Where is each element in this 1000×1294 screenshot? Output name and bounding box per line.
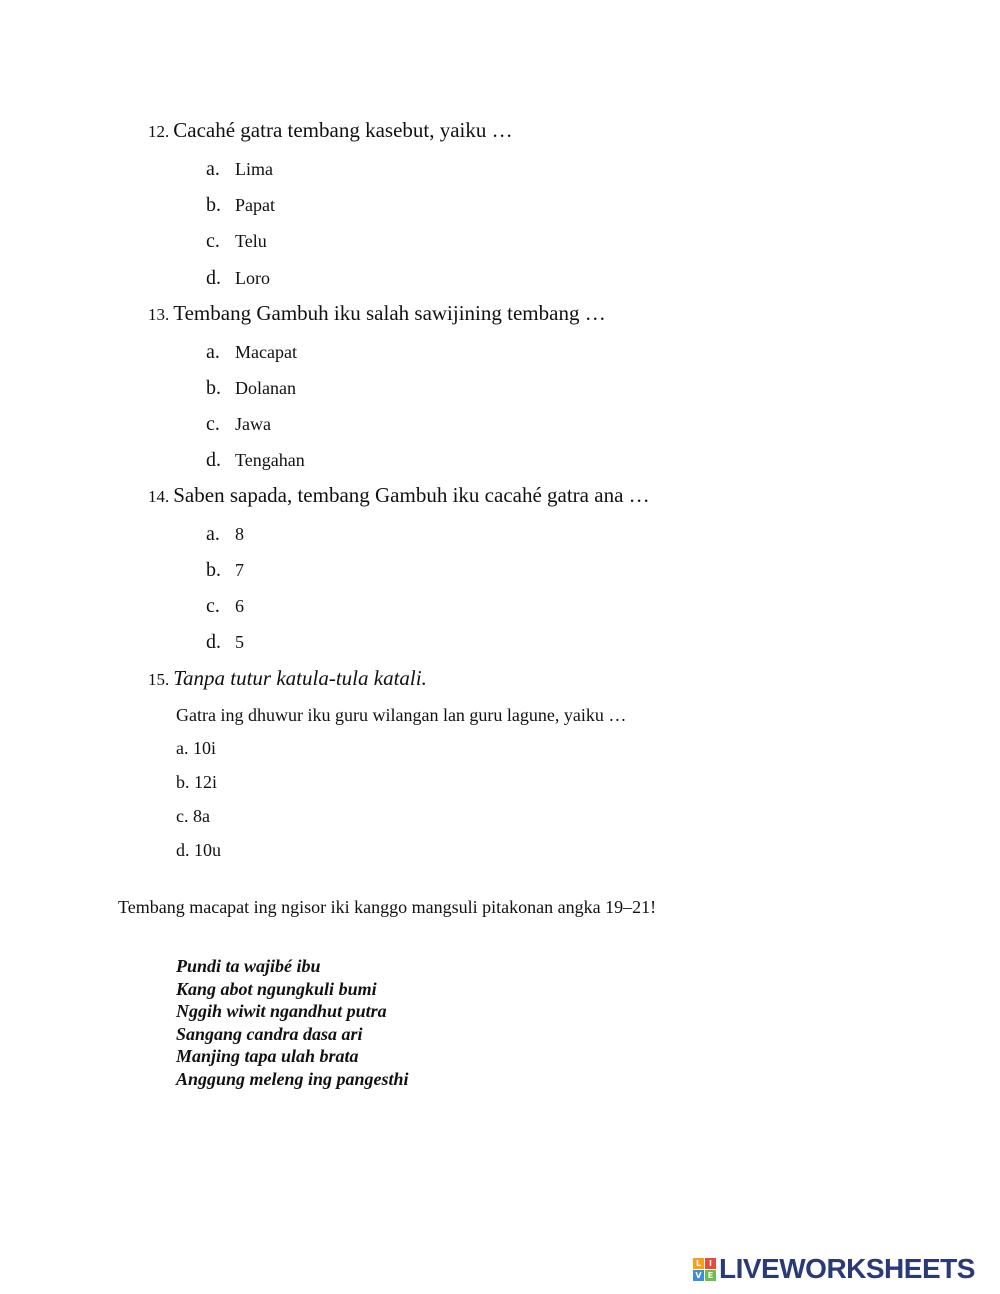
option-letter: c. [206,230,220,252]
option-value: Papat [235,195,275,215]
poem [176,955,409,1090]
question-text: Tembang Gambuh iku salah sawijining tembang … [173,301,606,325]
liveworksheets-logo-icon [693,1258,716,1281]
option-letter: d. [206,631,221,653]
poem-line: Pundi ta wajibé ibu [176,956,321,976]
q14-option-c[interactable] [206,595,244,618]
instruction-text: Tembang macapat ing ngisor iki kanggo mangsuli pitakonan angka 19–21! [118,897,657,917]
option-value: 8 [235,524,244,544]
q12-option-b[interactable] [206,194,275,217]
logo-tile: E [705,1270,716,1281]
question-number: 14. [148,487,170,506]
q13-option-c[interactable] [206,413,271,436]
brand-name: LIVEWORKSHEETS [719,1253,975,1284]
poem-line: Sangang candra dasa ari [176,1023,363,1044]
q14-option-a[interactable] [206,523,244,546]
option-letter: c. [206,413,220,435]
question-14 [148,483,650,508]
liveworksheets-brand [693,1254,975,1284]
logo-tile: L [693,1258,704,1269]
option-value: Macapat [235,342,297,362]
option-value: 5 [235,632,244,652]
q14-option-b[interactable] [206,559,244,582]
question-12 [148,118,513,143]
q15-option-d[interactable]: d. 10u [176,840,221,860]
q15-option-b[interactable]: b. 12i [176,772,218,792]
option-value: Dolanan [235,378,296,398]
q13-option-b[interactable] [206,377,296,400]
poem-line: Anggung meleng ing pangesthi [176,1068,409,1089]
question-15-prompt: Gatra ing dhuwur iku guru wilangan lan guru lagune, yaiku … [176,705,627,725]
q12-option-a[interactable] [206,158,273,181]
option-value: Lima [235,159,273,179]
option-letter: a. [206,341,220,363]
q15-option-a[interactable]: a. 10i [176,738,216,758]
poem-line: Manjing tapa ulah brata [176,1046,359,1066]
poem-line: Nggih wiwit ngandhut putra [176,1001,387,1021]
question-number: 15. [148,670,170,689]
option-value: Tengahan [235,450,305,470]
question-number: 12. [148,122,170,141]
option-letter: b. [206,194,221,216]
option-letter: a. [206,158,220,180]
poem-line: Kang abot ngungkuli bumi [176,978,377,999]
option-letter: b. [206,559,221,581]
option-value: 7 [235,560,244,580]
question-text: Tanpa tutur katula-tula katali. [173,666,427,690]
q13-option-d[interactable] [206,449,305,472]
option-value: Telu [235,231,267,251]
option-letter: d. [206,449,221,471]
q14-option-d[interactable] [206,631,244,654]
q13-option-a[interactable] [206,341,297,364]
question-text: Cacahé gatra tembang kasebut, yaiku … [173,118,513,142]
q15-option-c[interactable]: c. 8a [176,806,210,826]
option-letter: c. [206,595,220,617]
q12-option-d[interactable] [206,267,270,290]
question-number: 13. [148,305,170,324]
question-15 [148,666,427,691]
option-letter: d. [206,267,221,289]
question-text: Saben sapada, tembang Gambuh iku cacahé gatra ana … [173,483,650,507]
question-13 [148,301,606,326]
logo-tile: V [693,1270,704,1281]
option-letter: b. [206,377,221,399]
option-letter: a. [206,523,220,545]
logo-tile: I [705,1258,716,1269]
q12-option-c[interactable] [206,230,267,253]
option-value: Jawa [235,414,271,434]
option-value: Loro [235,268,270,288]
option-value: 6 [235,596,244,616]
